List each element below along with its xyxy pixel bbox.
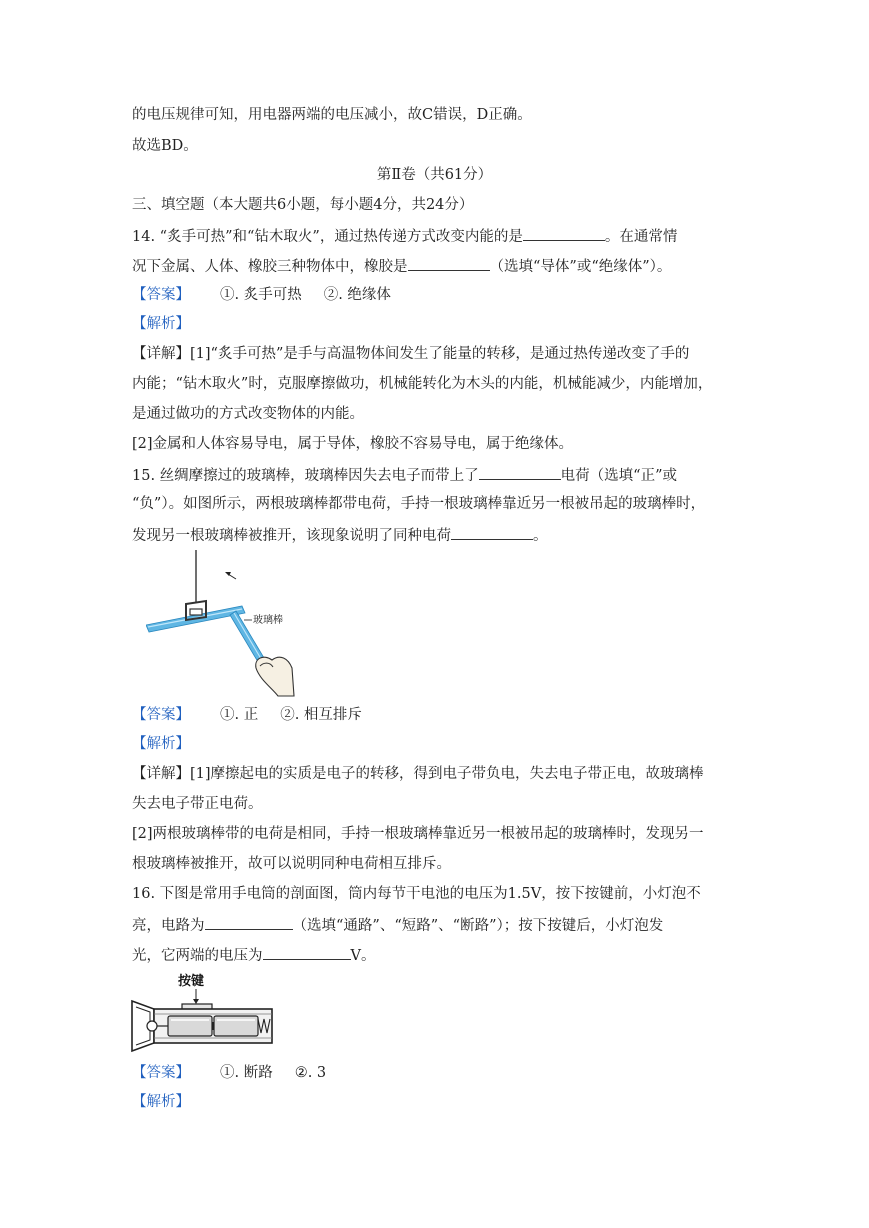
q15-fig-label: 玻璃棒 xyxy=(253,615,283,626)
answer-tag: 【答案】 xyxy=(132,287,190,303)
q15-detail-2: 失去电子带正电荷。 xyxy=(132,796,263,812)
q14-blank-2 xyxy=(408,256,490,271)
q15-blank-1 xyxy=(479,465,561,480)
q16-answer-2: ②. 3 xyxy=(294,1065,327,1081)
q14-text-1a: 14. “炙手可热”和“钻木取火”，通过热传递方式改变内能的是 xyxy=(132,229,523,245)
q15-analysis-tag: 【解析】 xyxy=(132,736,190,752)
q16-blank-2 xyxy=(263,945,351,960)
q14-answer-2: ②. 绝缘体 xyxy=(323,287,391,303)
q15-detail-3: [2]两根玻璃棒带的电荷是相同，手持一根玻璃棒靠近另一根被吊起的玻璃棒时，发现另一 xyxy=(132,826,704,842)
q15-answer-2: ②. 相互排斥 xyxy=(280,707,362,723)
q16-text-2b: （选填“通路”、“短路”、“断路”）；按下按键后，小灯泡发 xyxy=(292,918,664,934)
q14-text-2b: （选填“导体”或“绝缘体”）。 xyxy=(489,259,672,275)
q14-blank-1 xyxy=(523,226,605,241)
q16-answer-1: ①. 断路 xyxy=(220,1065,273,1081)
flashlight-figure xyxy=(130,971,275,1053)
q15-blank-2 xyxy=(451,525,533,540)
section-3-title: 三、填空题（本大题共6小题，每小题4分，共24分） xyxy=(132,197,474,213)
q14-line-1 xyxy=(132,226,677,246)
q14-answer-1: ①. 炙手可热 xyxy=(220,287,302,303)
q15-detail-4: 根玻璃棒被推开，故可以说明同种电荷相互排斥。 xyxy=(132,856,451,872)
answer-tag: 【答案】 xyxy=(132,1065,190,1081)
q15-line-2: “负”）。如图所示，两根玻璃棒都带电荷，手持一根玻璃棒靠近另一根被吊起的玻璃棒时， xyxy=(132,496,706,512)
prev-solution-line-2: 故选BD。 xyxy=(132,138,198,154)
q14-text-1b: 。在通常情 xyxy=(604,229,678,245)
q15-answer-1: ①. 正 xyxy=(220,707,259,723)
q14-analysis-tag: 【解析】 xyxy=(132,316,190,332)
answer-tag: 【答案】 xyxy=(132,707,190,723)
q14-detail-text-1: [1]“炙手可热”是手与高温物体间发生了能量的转移，是通过热传递改变了手的 xyxy=(190,346,690,362)
q15-text-1a: 15. 丝绸摩擦过的玻璃棒，玻璃棒因失去电子而带上了 xyxy=(132,468,479,484)
q16-line-1: 16. 下图是常用手电筒的剖面图，筒内每节干电池的电压为1.5V，按下按键前，小灯泡不 xyxy=(132,886,701,902)
q15-detail-1 xyxy=(132,765,704,783)
q15-detail-text-1: [1]摩擦起电的实质是电子的转移，得到电子带负电，失去电子带正电，故玻璃棒 xyxy=(190,766,704,782)
q16-text-3b: V。 xyxy=(350,948,376,964)
q15-line-1 xyxy=(132,465,677,485)
q14-detail-4: [2]金属和人体容易导电，属于导体，橡胶不容易导电，属于绝缘体。 xyxy=(132,436,574,452)
q14-detail-1 xyxy=(132,345,689,363)
q14-answer xyxy=(132,286,391,304)
q15-text-3a: 发现另一根玻璃棒被推开，该现象说明了同种电荷 xyxy=(132,528,451,544)
q16-fig-label: 按键 xyxy=(178,974,205,989)
glass-rods-figure xyxy=(146,550,296,698)
q16-line-2 xyxy=(132,915,663,935)
part-2-title: 第Ⅱ卷（共61分） xyxy=(376,167,493,183)
q16-text-3a: 光，它两端的电压为 xyxy=(132,948,263,964)
q15-line-3 xyxy=(132,525,548,545)
q16-analysis-tag: 【解析】 xyxy=(132,1094,190,1110)
q14-detail-3: 是通过做功的方式改变物体的内能。 xyxy=(132,406,364,422)
prev-solution-line-1: 的电压规律可知，用电器两端的电压减小，故C错误，D正确。 xyxy=(132,107,532,123)
q16-text-2a: 亮，电路为 xyxy=(132,918,205,934)
q16-line-3 xyxy=(132,945,375,965)
q15-text-1b: 电荷（选填“正”或 xyxy=(560,468,677,484)
q16-blank-1 xyxy=(205,915,293,930)
detail-tag: 【详解】 xyxy=(132,346,190,362)
q16-answer xyxy=(132,1064,326,1082)
q15-answer xyxy=(132,706,362,724)
q15-text-3b: 。 xyxy=(533,528,548,544)
q14-line-2 xyxy=(132,256,671,276)
q14-text-2a: 况下金属、人体、橡胶三种物体中，橡胶是 xyxy=(132,259,408,275)
detail-tag: 【详解】 xyxy=(132,766,190,782)
q14-detail-2: 内能；“钻木取火”时，克服摩擦做功，机械能转化为木头的内能，机械能减少，内能增加， xyxy=(132,376,713,392)
